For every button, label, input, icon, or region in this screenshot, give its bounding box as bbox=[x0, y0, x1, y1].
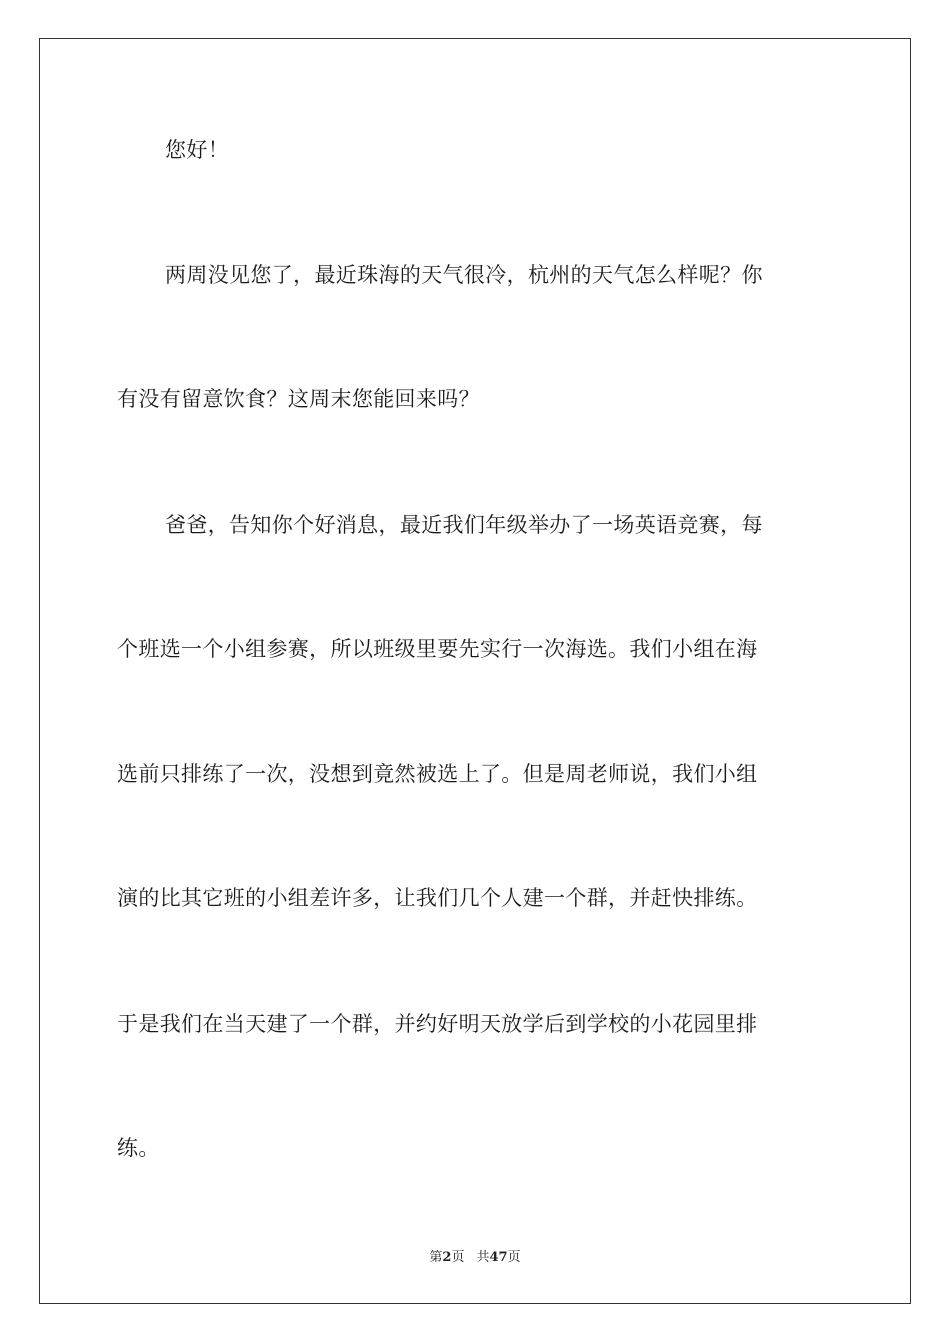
paragraph-line-6: 演的比其它班的小组差许多，让我们几个人建一个群，并赶快排练。 bbox=[117, 886, 758, 910]
paragraph-line-5: 选前只排练了一次，没想到竟然被选上了。但是周老师说，我们小组 bbox=[117, 762, 758, 786]
footer-page-number: 2 bbox=[442, 1250, 452, 1265]
footer-total-prefix: 共 bbox=[476, 1250, 490, 1265]
paragraph-line-4: 个班选一个小组参赛，所以班级里要先实行一次海选。我们小组在海 bbox=[117, 637, 758, 661]
footer-total-pages: 47 bbox=[489, 1250, 508, 1265]
footer-total-suffix: 页 bbox=[507, 1250, 521, 1265]
paragraph-line-8: 练。 bbox=[117, 1136, 160, 1160]
footer-page-suffix: 页 bbox=[451, 1250, 465, 1265]
page-footer bbox=[0, 1246, 950, 1265]
paragraph-line-2: 有没有留意饮食？这周末您能回来吗？ bbox=[117, 387, 480, 411]
footer-page-prefix: 第 bbox=[429, 1250, 443, 1265]
page-border bbox=[39, 38, 911, 1304]
paragraph-line-3: 爸爸，告知你个好消息，最近我们年级举办了一场英语竞赛，每 bbox=[165, 513, 763, 537]
greeting-line: 您好！ bbox=[165, 138, 230, 162]
paragraph-line-1: 两周没见您了，最近珠海的天气很冷，杭州的天气怎么样呢？你 bbox=[165, 263, 763, 287]
paragraph-line-7: 于是我们在当天建了一个群，并约好明天放学后到学校的小花园里排 bbox=[117, 1012, 758, 1036]
